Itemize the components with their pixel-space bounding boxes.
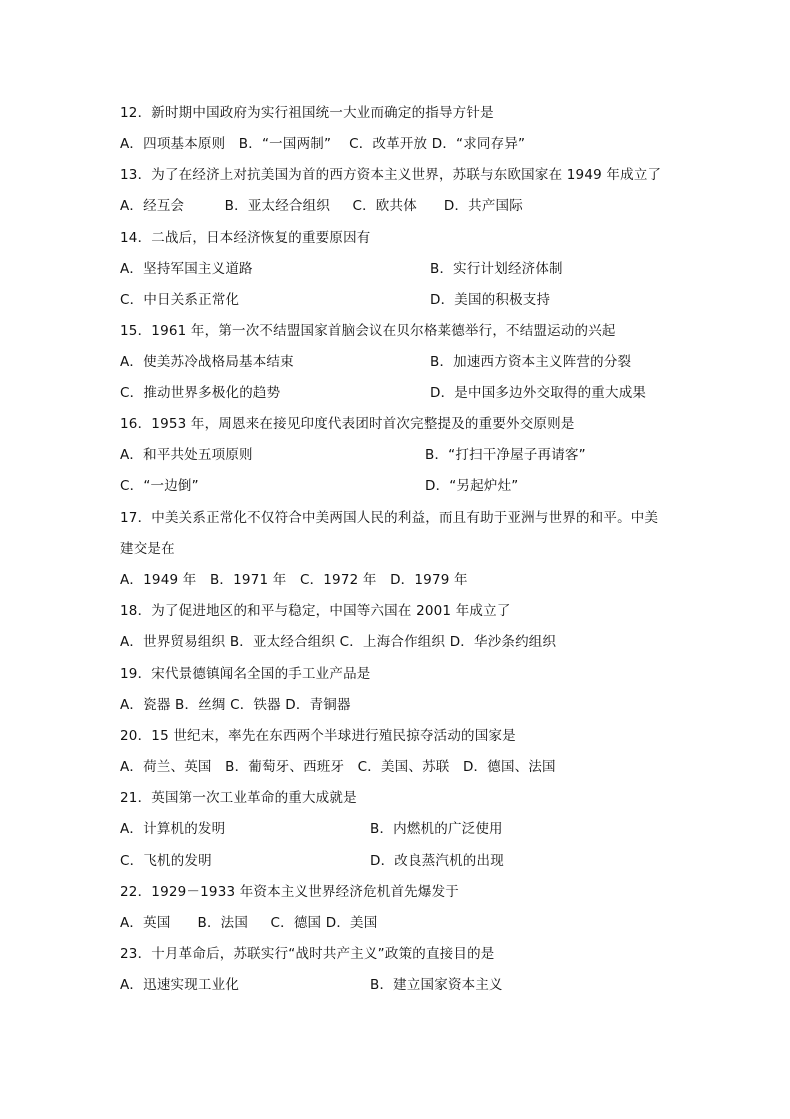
question-12-stem: 12．新时期中国政府为实行祖国统一大业而确定的指导方针是 xyxy=(120,105,494,121)
question-13-stem: 13．为了在经济上对抗美国为首的西方资本主义世界，苏联与东欧国家在 1949 年成立了 xyxy=(120,167,662,183)
question-22-options: A．英国 B．法国 C．德国 D．美国 xyxy=(120,915,378,931)
question-14-option-c: C．中日关系正常化 xyxy=(120,292,240,308)
question-18-options: A．世界贸易组织 B．亚太经合组织 C．上海合作组织 D．华沙条约组织 xyxy=(120,634,557,650)
question-17-stem: 17．中美关系正常化不仅符合中美两国人民的利益，而且有助于亚洲与世界的和平。中美 xyxy=(120,510,659,526)
question-19-stem: 19．宋代景德镇闻名全国的手工业产品是 xyxy=(120,666,371,682)
question-21-stem: 21．英国第一次工业革命的重大成就是 xyxy=(120,790,357,806)
question-12-options: A．四项基本原则 B．“一国两制” C．改革开放 D．“求同存异” xyxy=(120,136,526,152)
question-20-stem: 20．15 世纪末，率先在东西两个半球进行殖民掠夺活动的国家是 xyxy=(120,728,516,744)
question-16-option-d: D．“另起炉灶” xyxy=(425,478,519,494)
question-20-options: A．荷兰、英国 B．葡萄牙、西班牙 C．美国、苏联 D．德国、法国 xyxy=(120,759,556,775)
question-21-option-d: D．改良蒸汽机的出现 xyxy=(370,853,504,869)
question-23-option-a: A．迅速实现工业化 xyxy=(120,977,240,993)
question-22-stem: 22．1929－1933 年资本主义世界经济危机首先爆发于 xyxy=(120,884,459,900)
question-23-option-b: B．建立国家资本主义 xyxy=(370,977,503,993)
question-15-option-d: D．是中国多边外交取得的重大成果 xyxy=(430,385,647,401)
question-17-options: A．1949 年 B．1971 年 C．1972 年 D．1979 年 xyxy=(120,572,468,588)
question-15-option-a: A．使美苏冷战格局基本结束 xyxy=(120,354,294,370)
question-15-stem: 15．1961 年，第一次不结盟国家首脑会议在贝尔格莱德举行，不结盟运动的兴起 xyxy=(120,323,616,339)
question-15-option-b: B．加速西方资本主义阵营的分裂 xyxy=(430,354,632,370)
question-15-option-c: C．推动世界多极化的趋势 xyxy=(120,385,281,401)
question-21-option-c: C．飞机的发明 xyxy=(120,853,212,869)
question-16-option-b: B．“打扫干净屋子再请客” xyxy=(425,447,586,463)
question-16-option-a: A．和平共处五项原则 xyxy=(120,447,253,463)
question-17-stem-cont: 建交是在 xyxy=(120,541,175,557)
question-14-option-b: B．实行计划经济体制 xyxy=(430,261,563,277)
question-14-option-a: A．坚持军国主义道路 xyxy=(120,261,253,277)
question-21-option-a: A．计算机的发明 xyxy=(120,821,226,837)
question-23-stem: 23．十月革命后，苏联实行“战时共产主义”政策的直接目的是 xyxy=(120,946,495,962)
question-16-stem: 16．1953 年，周恩来在接见印度代表团时首次完整提及的重要外交原则是 xyxy=(120,416,575,432)
question-13-options: A．经互会 B．亚太经合组织 C．欧共体 D．共产国际 xyxy=(120,198,523,214)
question-14-stem: 14．二战后，日本经济恢复的重要原因有 xyxy=(120,230,371,246)
question-19-options: A．瓷器 B．丝绸 C．铁器 D．青铜器 xyxy=(120,697,351,713)
question-16-option-c: C．“一边倒” xyxy=(120,478,199,494)
question-14-option-d: D．美国的积极支持 xyxy=(430,292,551,308)
question-18-stem: 18．为了促进地区的和平与稳定，中国等六国在 2001 年成立了 xyxy=(120,603,511,619)
question-21-option-b: B．内燃机的广泛使用 xyxy=(370,821,503,837)
